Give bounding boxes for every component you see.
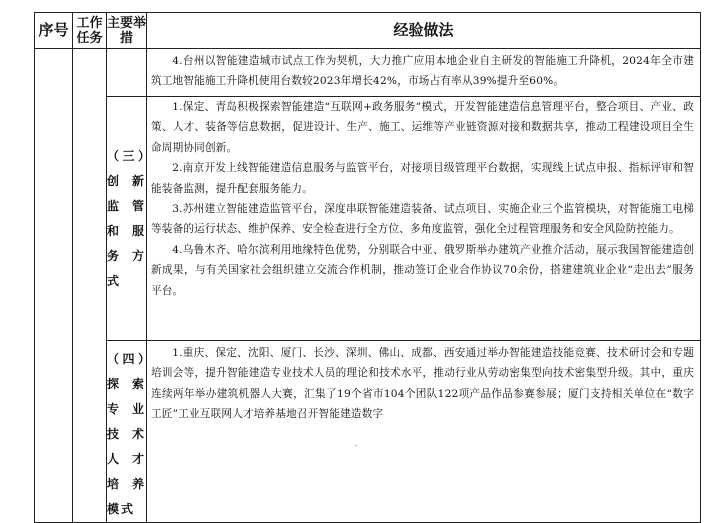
table-row xyxy=(35,97,701,341)
section2-item-4: 4.台州以智能建造城市试点工作为契机，大力推广应用本地企业自主研发的智能施工升降机，2024年全市建筑工地智能施工升降机使用台数较2023年增长42%，市场占有率从39%提升至60%。 xyxy=(151,55,694,88)
page-mark: - xyxy=(355,441,358,450)
measure-cell-section3: （三）创新监管和服务方式 xyxy=(107,97,147,341)
header-task: 工作任务 xyxy=(73,13,107,49)
section3-item-1: 1.保定、青岛积极探索智能建造“互联网+政务服务”模式，开发智能建造信息管理平台，整合项目、产业、政策、人才、装备等信息数据，促进设计、生产、施工、运维等产业链资源对接和数据共享，推动工程建设项目全生命周期协同创新。 xyxy=(151,101,694,154)
header-experience: 经验做法 xyxy=(147,13,701,49)
seq-cell xyxy=(35,49,73,523)
table-header-row xyxy=(35,13,701,49)
section3-item-4: 4.乌鲁木齐、哈尔滨利用地缘特色优势，分别联合中亚、俄罗斯举办建筑产业推介活动，展示我国智能建造创新成果，与有关国家社会组织建立交流合作机制，推动签订企业合作协议70余份，搭建建筑业企业“走出去”服务平台。 xyxy=(151,243,694,297)
measure-cell-section4: （四）探索专业技术人才培养模式 xyxy=(107,341,147,523)
section3-item-2: 2.南京开发上线智能建造信息服务与监管平台，对接项目级管理平台数据，实现线上试点申报、指标评审和智能装备监测，提升配套服务能力。 xyxy=(151,162,694,195)
header-measure: 主要举措 xyxy=(107,13,147,49)
experience-cell xyxy=(147,49,701,97)
experience-cell xyxy=(147,341,701,523)
task-cell xyxy=(73,49,107,523)
experience-table xyxy=(34,12,701,523)
measure-cell-prev xyxy=(107,49,147,97)
experience-cell xyxy=(147,97,701,341)
table-row xyxy=(35,341,701,523)
table-row xyxy=(35,49,701,97)
header-seq: 序号 xyxy=(35,13,73,49)
section3-item-3: 3.苏州建立智能建造监管平台，深度串联智能建造装备、试点项目、实施企业三个监管模块，对智能施工电梯等装备的运行状态、维护保养、安全检查进行全方位、多角度监管，强化全过程管理服务和安全风险防控能力。 xyxy=(151,203,694,236)
section4-item-1: 1.重庆、保定、沈阳、厦门、长沙、深圳、佛山、成都、西安通过举办智能建造技能竞赛、技术研讨会和专题培训会等，提升智能建造专业技术人员的理论和技术水平，推动行业从劳动密集型向技术密集型升级。其中，重庆连续两年举办建筑机器人大赛，汇集了19个省市104个团队122项产品作品参赛参展；厦门支持相关单位在“数字工匠”工业互联网人才培养基地召开智能建造数字 xyxy=(151,347,694,421)
